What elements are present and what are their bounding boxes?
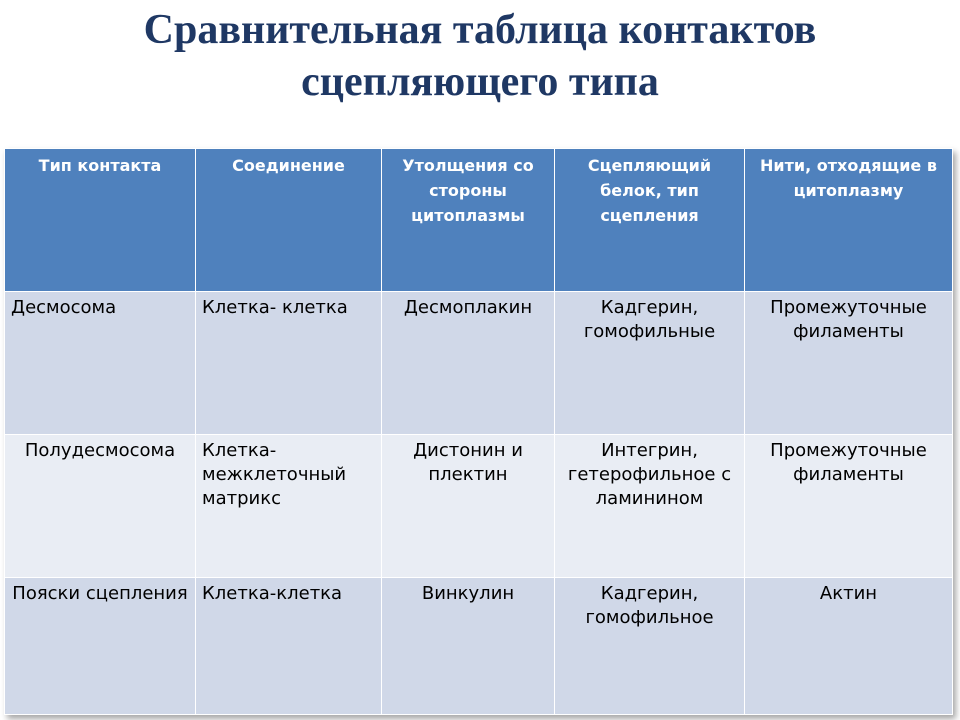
cell-contact-type: Полудесмосома bbox=[5, 435, 196, 578]
cell-connection: Клетка- клетка bbox=[196, 292, 382, 435]
cell-contact-type: Пояски сцепления bbox=[5, 578, 196, 715]
slide-title bbox=[0, 4, 960, 108]
cell-connection: Клетка-клетка bbox=[196, 578, 382, 715]
cell-filaments: Промежуточные филаменты bbox=[745, 292, 953, 435]
cell-adhesion-protein: Кадгерин, гомофильные bbox=[555, 292, 745, 435]
header-filaments: Нити, отходящие в цитоплазму bbox=[745, 149, 953, 292]
cell-cytoplasm-thickening: Дистонин и плектин bbox=[382, 435, 555, 578]
cell-cytoplasm-thickening: Десмоплакин bbox=[382, 292, 555, 435]
header-contact-type: Тип контакта bbox=[5, 149, 196, 292]
cell-filaments: Актин bbox=[745, 578, 953, 715]
slide-title-line-1: Сравнительная таблица контактов bbox=[143, 7, 817, 53]
table-header-row bbox=[5, 149, 953, 292]
comparison-table bbox=[4, 148, 953, 715]
header-connection: Соединение bbox=[196, 149, 382, 292]
slide-title-line-2: сцепляющего типа bbox=[301, 59, 659, 105]
header-cytoplasm-thickening: Утолщения со стороны цитоплазмы bbox=[382, 149, 555, 292]
table-row bbox=[5, 292, 953, 435]
table-row bbox=[5, 435, 953, 578]
cell-filaments: Промежуточные филаменты bbox=[745, 435, 953, 578]
cell-adhesion-protein: Кадгерин, гомофильное bbox=[555, 578, 745, 715]
cell-connection: Клетка- межклеточный матрикс bbox=[196, 435, 382, 578]
header-adhesion-protein: Сцепляющий белок, тип сцепления bbox=[555, 149, 745, 292]
cell-adhesion-protein: Интегрин, гетерофильное с ламинином bbox=[555, 435, 745, 578]
cell-cytoplasm-thickening: Винкулин bbox=[382, 578, 555, 715]
cell-contact-type: Десмосома bbox=[5, 292, 196, 435]
table-row bbox=[5, 578, 953, 715]
